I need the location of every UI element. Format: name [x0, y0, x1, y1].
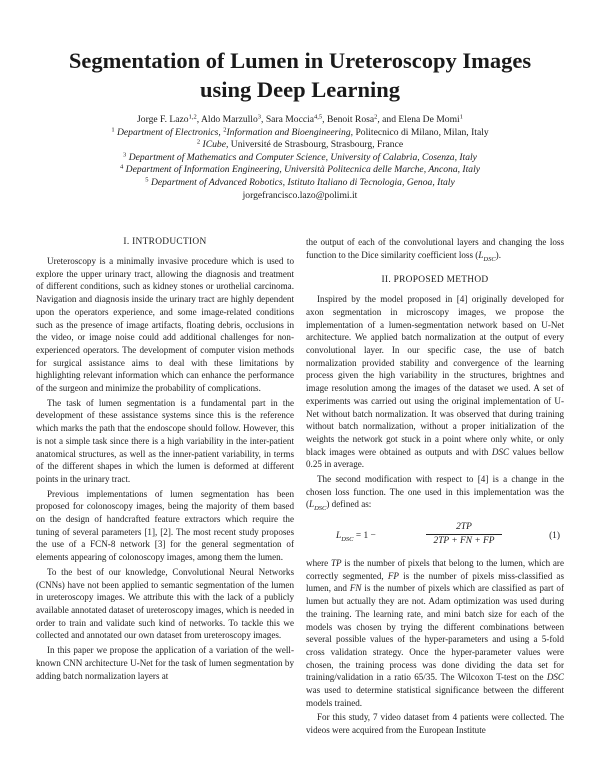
paragraph — [306, 293, 564, 471]
author-sup: 2 — [374, 113, 378, 121]
text-span: The second modification with respect to [4] is a change in the chosen loss function. The one used in this implementation was the ( — [306, 474, 564, 510]
affiliation-5 — [30, 177, 570, 190]
left-column — [36, 236, 294, 684]
aff-sup: 2 — [196, 138, 201, 146]
math-span: = 1 − — [353, 530, 376, 541]
aff-text: Université de Strasbourg, Strasbourg, France — [230, 139, 404, 151]
paragraph — [306, 473, 564, 516]
aff-text: Department of Information Engineering, Università Politecnica delle Marche, Ancona, Italy — [125, 164, 481, 176]
text-span: where — [306, 557, 331, 568]
equation-number: (1) — [549, 530, 560, 541]
text-span: is the number of pixels that belong to the lumen, which are correctly segmented, — [306, 557, 564, 581]
author-sup: 3 — [257, 113, 262, 121]
aff-text: Department of Advanced Robotics, Istituto Italiano di Tecnologia, Genoa, Italy — [150, 176, 455, 188]
aff-text: Information and Bioengineering, — [226, 126, 354, 138]
fraction-denominator: 2TP + FN + FP — [433, 535, 495, 546]
affiliation-4 — [30, 164, 570, 177]
right-column — [306, 236, 564, 739]
author-names: Jorge F. Lazo$^{1,2}$, Aldo Marzullo$^3$, Sara Moccia$^{4,5}$, Benoit Rosa$^2$, and Elena De Momi$^1$ — [137, 113, 463, 125]
paragraph: The task of lumen segmentation is a fundamental part in the development of these assistance systems since this is the reference which marks the path that the endoscope should follow. However, this is not a simple task since there is a high variability in the inter-patient anatomical structures, as well as the inner-patient variability, in terms of the different shapes in which the lumen is deformed at different points in the urinary tract. — [36, 397, 294, 484]
fraction-numerator: 2TP — [426, 521, 502, 535]
math-span: FP — [387, 570, 399, 581]
paragraph-continued — [306, 236, 564, 266]
math-span: DSC — [546, 672, 564, 683]
title-line-1: Segmentation of Lumen in Ureteroscopy Images — [68, 48, 532, 73]
author-name: Sara Moccia — [265, 114, 315, 125]
paragraph: For this study, 7 video dataset from 4 patients were collected. The videos were acquired from the European Institute — [306, 712, 564, 736]
math-sub: DSC — [341, 535, 354, 543]
author-name: Jorge F. Lazo — [137, 114, 189, 125]
math-span: DSC — [491, 446, 510, 457]
title-line-2: using Deep Learning — [199, 77, 401, 102]
text-span: is the number of pixels miss-classified as lumen, and — [306, 570, 564, 594]
math-sub: DSC — [483, 255, 496, 263]
aff-text: ICube, — [202, 139, 229, 151]
equation-dice-loss — [306, 521, 564, 551]
paragraph — [306, 557, 564, 709]
author-name: Benoit Rosa — [326, 114, 375, 125]
aff-text: Department of Mathematics and Computer Science, University of Calabria, Cosenza, Italy — [128, 151, 477, 163]
math-span: L — [336, 530, 342, 541]
math-span: L — [309, 499, 315, 510]
author-sup: 1 — [459, 113, 463, 121]
aff-sup: 1 — [111, 126, 115, 134]
text-span: was used to determine statistical significance between the different models trained. — [306, 685, 564, 708]
section-heading-proposed-method: II. PROPOSED METHOD — [381, 275, 489, 286]
text-span: the output of each of the convolutional layers and changing the loss function to the Dice similarity coefficient loss ( — [306, 237, 564, 260]
affiliation-2 — [30, 139, 570, 152]
paragraph: In this paper we propose the application of a variation of the well-known CNN architecture U-Net for the task of lumen segmentation by adding batch normalization layers at — [36, 645, 294, 681]
equation-fraction — [426, 521, 502, 548]
author-name: Aldo Marzullo — [201, 114, 258, 125]
math-span: L — [478, 249, 484, 260]
paper-title — [30, 46, 570, 104]
text-span: ) defined as: — [326, 499, 372, 510]
affiliation-3 — [30, 152, 570, 165]
aff-sup: 3 — [123, 151, 127, 159]
aff-sup: 4 — [119, 163, 124, 171]
text-span: is the number of pixels which are classified as part of lumen but actually they are not. Adam optimization was used during the training. The learning rate, and mini batch size for each of the models was chosen by trying the different combinations between several possible values of the hyper-parameters and using a 5-fold cross validation strategy. Once the hyper-parameter values were chosen, the training process was done dividing the data set for training/validation in a ratio 65/35. The Wilcoxon T-test on the — [306, 583, 565, 683]
aff-sup: 2 — [223, 126, 227, 134]
math-span: TP — [330, 557, 342, 568]
aff-text: Department of Electronics, — [116, 126, 224, 138]
author-block — [30, 114, 570, 202]
text-span: ). — [495, 249, 501, 260]
author-email[interactable]: jorgefrancisco.lazo@polimi.it — [242, 189, 358, 201]
aff-text: Politecnico di Milano, Milan, Italy — [355, 126, 489, 138]
math-span: FN — [349, 583, 362, 594]
math-sub: DSC — [314, 505, 327, 513]
section-heading-introduction: I. INTRODUCTION — [123, 237, 207, 247]
author-name: and Elena De Momi — [382, 114, 460, 125]
equation-lhs — [336, 530, 376, 547]
paragraph: Previous implementations of lumen segmentation has been proposed for colonoscopy images, being the majority of them based on the design of handcrafted feature extractors which require the tuning of several parameters [1], [2]. The most recent study proposes the use of a FCN-8 network [3] for the general segmentation of elements appearing of colonoscopy images, among them the lumen. — [36, 488, 294, 563]
aff-sup: 5 — [145, 176, 149, 184]
paragraph: Ureteroscopy is a minimally invasive procedure which is used to explore the upper urinary tract, allowing the diagnosis and treatment of different conditions, such as kidney stones or urothelial carcinoma. Navigation and diagnosis inside the urinary tract are highly dependent upon the operators experience, and some image-related conditions such as the presence of image artifacts, floating debris, occlusions in the video, or image noise could add additional challenges for non-experienced operators. The development of computer vision methods for surgical assistance aims to deal with these limitations by highlighting relevant information which can enhance the performance of the surgeon and minimize the probability of complications. — [36, 256, 294, 394]
affiliation-1 — [30, 127, 570, 140]
author-sup: 4,5 — [314, 113, 323, 121]
paragraph: To the best of our knowledge, Convolutional Neural Networks (CNNs) have not been applied to semantic segmentation of the lumen in ureteroscopy images. We attribute this with the lack of a publicly available annotated dataset of ureteroscopy images, which is needed in order to train and validate such kind of networks. To tackle this we collected and annotated our own dataset from ureteroscopy images. — [36, 566, 294, 641]
author-sup: 1,2 — [188, 113, 197, 121]
text-span: Inspired by the model proposed in [4] originally developed for axon segmentation in microscopy images, we propose the implementation of a lumen-segmentation network based on U-Net architecture. We applied batch normalization at the output of every convolutional layer. In our specific case, the use of batch normalization provided stability and convergence of the learning process given the high variability in the structures, brightnes and image resolution among the images of the dataset we used. A set of experiments was carried out using the original implementation of U-Net without batch normalization. It was observed that during training without batch normalization, without a proper initialization of the weights the network got stuck in a point where only white, or only black images were obtained as outputs and with — [306, 294, 564, 457]
text-span: values bellow 0.25 in average. — [306, 446, 564, 470]
